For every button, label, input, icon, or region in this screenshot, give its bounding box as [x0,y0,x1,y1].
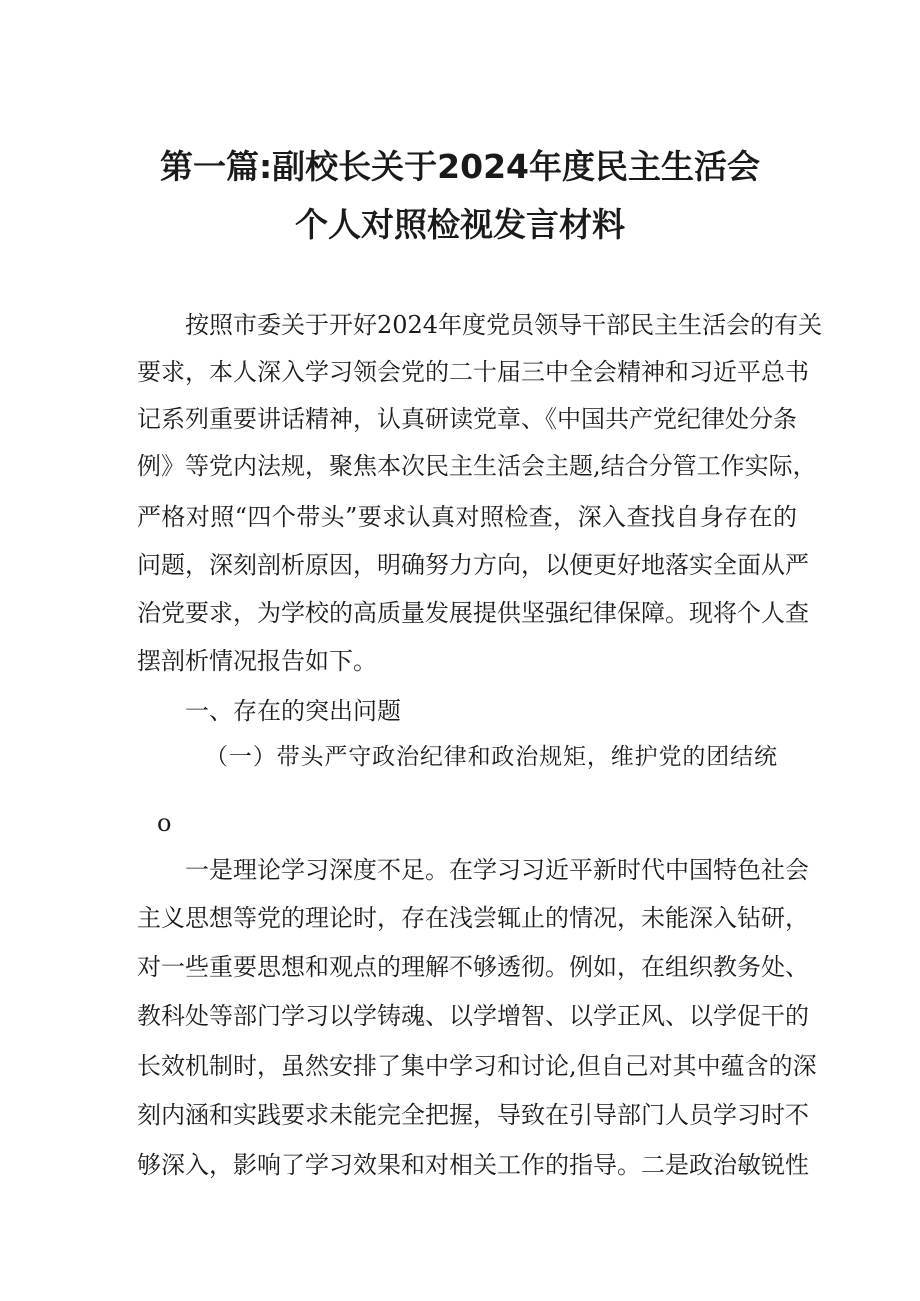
paragraph-line: 主义思想等党的理论时，存在浅尝辄止的情况，未能深入钻研， [137,904,809,932]
paragraph-line: 一是理论学习深度不足。在学习习近平新时代中国特色社会 [185,856,809,884]
paragraph-line: 问题，深刻剖析原因，明确努力方向，以便更好地落实全面从严 [137,551,809,579]
document-title-line-2: 个人对照检视发言材料 [295,205,625,244]
section-heading: 一、存在的突出问题 [185,697,401,725]
paragraph-line: 要求，本人深入学习领会党的二十届三中全会精神和习近平总书 [137,358,809,386]
paragraph-line: 严格对照“四个带头”要求认真对照检查，深入查找自身存在的 [137,503,797,531]
paragraph-line: 刻内涵和实践要求未能完全把握，导致在引导部门人员学习时不 [137,1101,809,1129]
paragraph-line: 对一些重要思想和观点的理解不够透彻。例如，在组织教务处、 [137,953,809,981]
document-title-line-1: 第一篇:副校长关于2024年度民主生活会 [159,147,761,186]
subsection-heading-tail: o [157,809,172,837]
paragraph-line: 例》等党内法规，聚焦本次民主生活会主题,结合分管工作实际， [137,452,817,480]
subsection-heading: （一）带头严守政治纪律和政治规矩，维护党的团结统 [205,744,777,770]
paragraph-line: 治党要求，为学校的高质量发展提供坚强纪律保障。现将个人查 [137,599,809,627]
paragraph-line: 长效机制时，虽然安排了集中学习和讨论,但自己对其中蕴含的深 [137,1052,817,1080]
paragraph-line: 够深入，影响了学习效果和对相关工作的指导。二是政治敏锐性 [137,1151,809,1179]
paragraph-line: 摆剖析情况报告如下。 [137,647,377,675]
paragraph-line: 教科处等部门学习以学铸魂、以学增智、以学正风、以学促干的 [137,1002,809,1030]
paragraph-line: 记系列重要讲话精神，认真研读党章、《中国共产党纪律处分条 [137,405,797,433]
paragraph-line: 按照市委关于开好2024年度党员领导干部民主生活会的有关 [185,311,823,339]
